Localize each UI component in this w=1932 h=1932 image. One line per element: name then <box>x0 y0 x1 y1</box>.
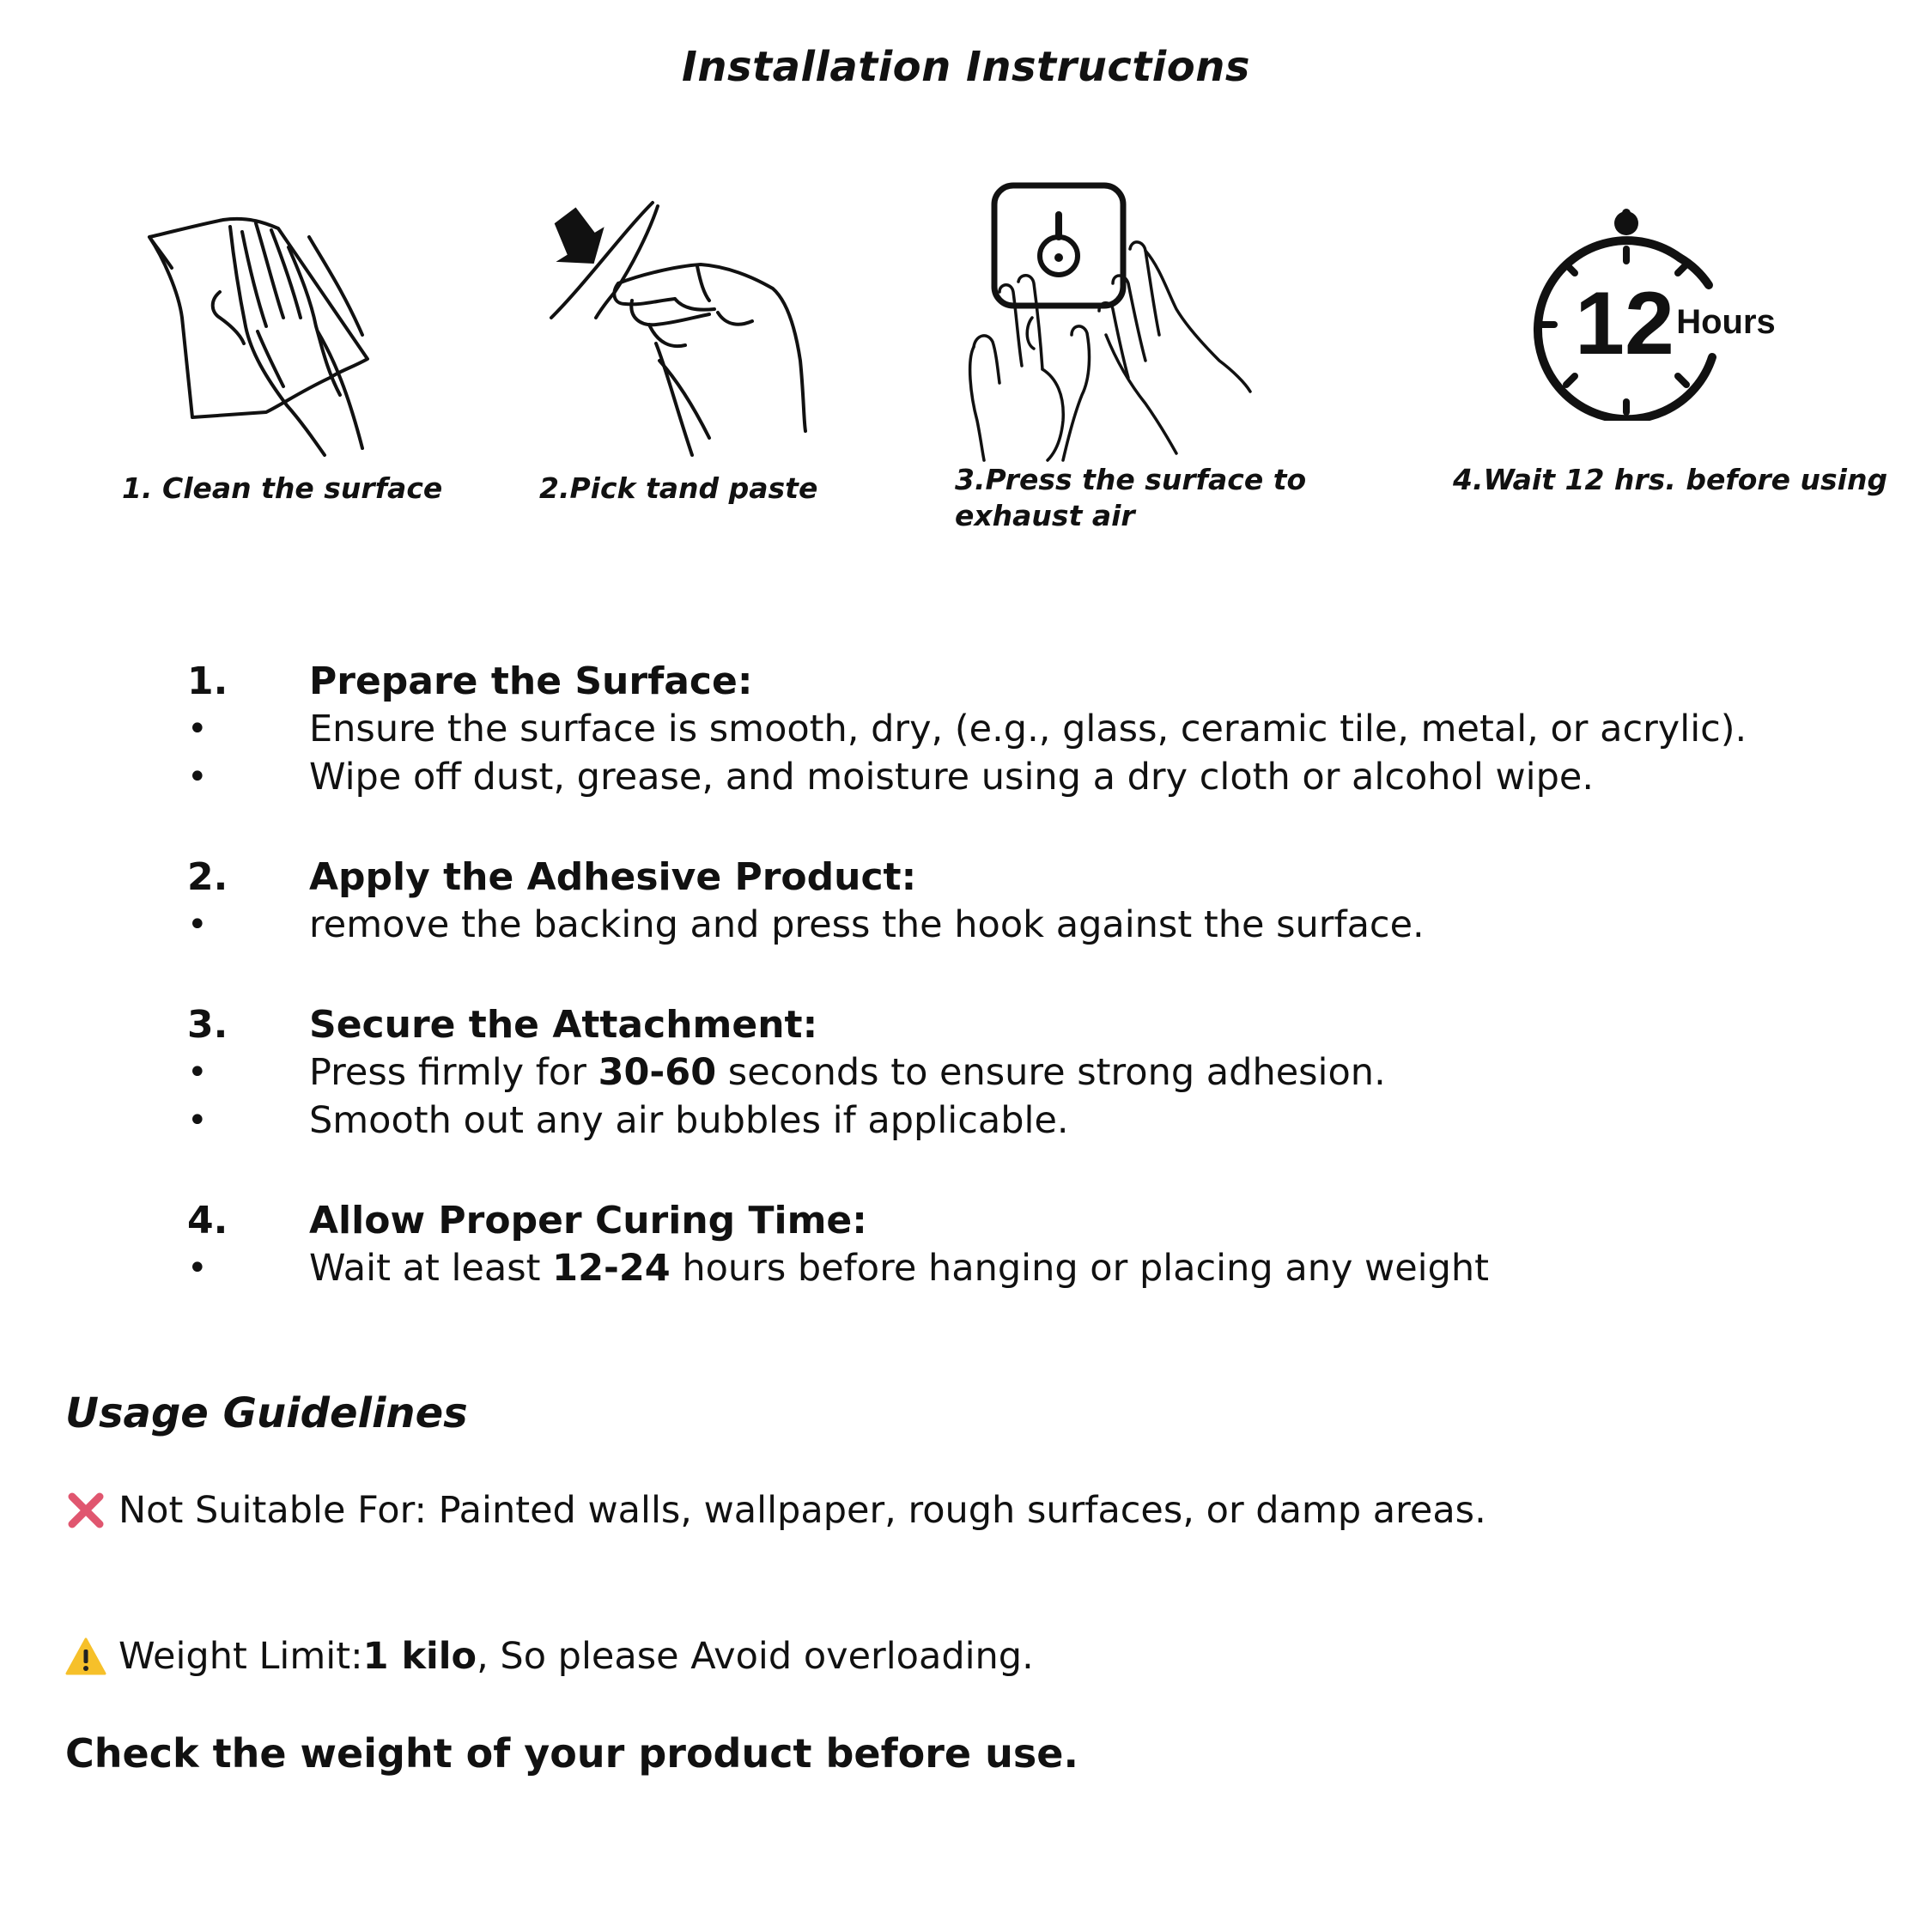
step-heading: Prepare the Surface: <box>309 659 753 703</box>
step-heading: Allow Proper Curing Time: <box>309 1199 867 1242</box>
clock-label: Hours <box>1676 303 1776 341</box>
bullet-dot: • <box>187 905 208 945</box>
step-number: 3. <box>187 1003 228 1047</box>
clock-number: 12 <box>1575 274 1674 374</box>
step-number: 2. <box>187 855 228 899</box>
illustration-caption-4: 4.Wait 12 hrs. before using <box>1453 463 1888 496</box>
hand-peeling-backing-icon <box>546 197 812 464</box>
hands-pressing-hook-icon <box>962 180 1254 464</box>
step-bullet-text: Wait at least 12-24 hours before hanging or placing any weight <box>309 1247 1490 1290</box>
bullet-dot: • <box>187 709 208 749</box>
step-bullet-text: remove the backing and press the hook against the surface. <box>309 903 1425 946</box>
weight-limit-note: Weight Limit: 1 kilo , So please Avoid overloading. <box>65 1635 1034 1678</box>
illustration-caption-1: 1. Clean the surface <box>122 471 443 505</box>
cross-mark-icon <box>65 1490 106 1531</box>
hand-wiping-cloth-icon <box>137 206 395 464</box>
step-heading: Apply the Adhesive Product: <box>309 855 917 899</box>
weight-check-warning: Check the weight of your product before use. <box>65 1730 1078 1777</box>
bullet-dot: • <box>187 1249 208 1288</box>
step-bullet-text: Press firmly for 30-60 seconds to ensure strong adhesion. <box>309 1051 1386 1094</box>
illustration-caption-2: 2.Pick tand paste <box>539 471 818 505</box>
bullet-dot: • <box>187 1053 208 1092</box>
step-number: 1. <box>187 659 228 703</box>
not-suitable-note: Not Suitable For: Painted walls, wallpaper, rough surfaces, or damp areas. <box>65 1489 1486 1532</box>
usage-guidelines-title: Usage Guidelines <box>65 1389 468 1437</box>
bullet-dot: • <box>187 757 208 797</box>
step-heading: Secure the Attachment: <box>309 1003 818 1047</box>
step-bullet-text: Wipe off dust, grease, and moisture using a dry cloth or alcohol wipe. <box>309 756 1595 799</box>
step-bullet-text: Ensure the surface is smooth, dry, (e.g., glass, ceramic tile, metal, or acrylic). <box>309 708 1747 750</box>
stopwatch-12-hours-icon <box>1528 206 1803 421</box>
warning-icon <box>65 1636 106 1677</box>
page-title: Installation Instructions <box>682 43 1250 91</box>
bullet-dot: • <box>187 1101 208 1140</box>
step-bullet-text: Smooth out any air bubbles if applicable. <box>309 1099 1069 1142</box>
step-number: 4. <box>187 1199 228 1242</box>
illustration-caption-3: 3.Press the surface to exhaust air <box>955 463 1307 532</box>
